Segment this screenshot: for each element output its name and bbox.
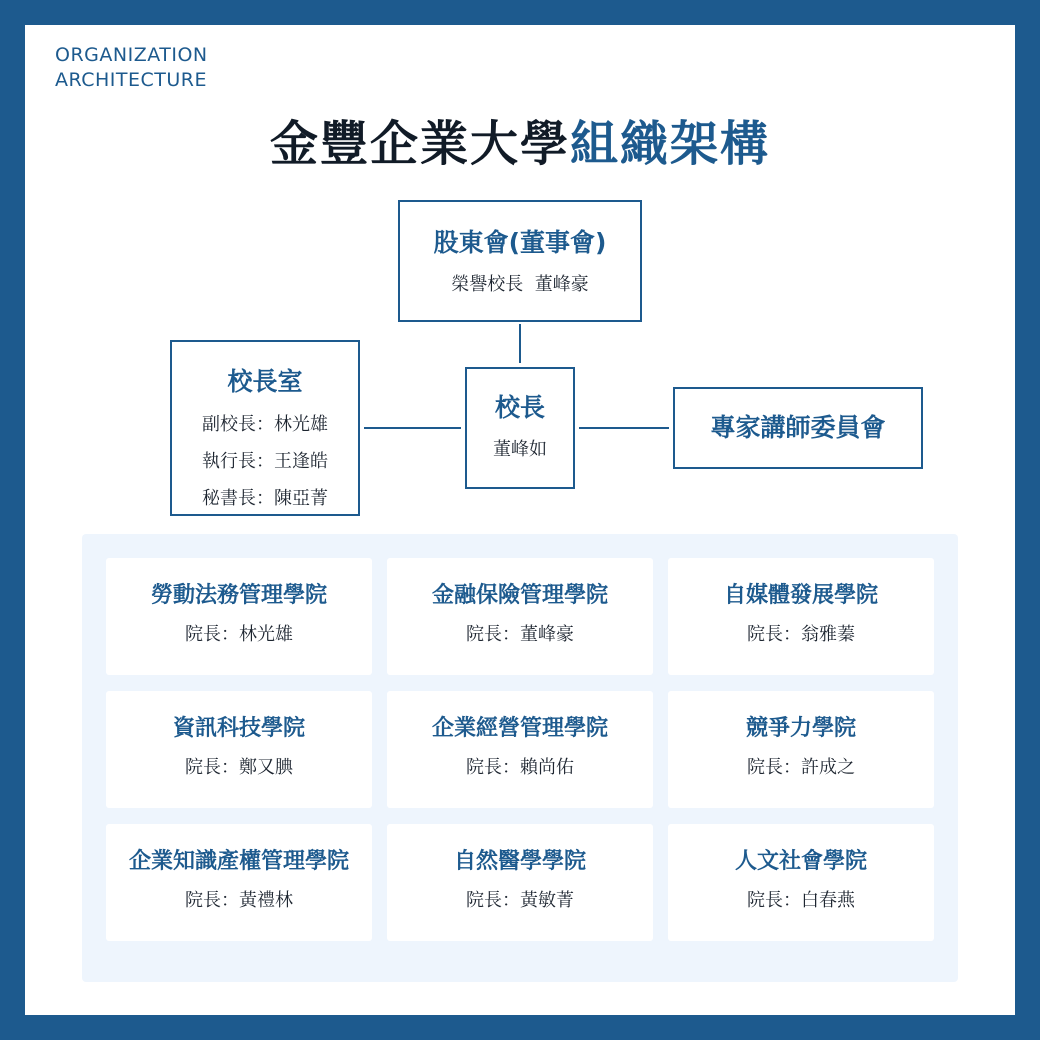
college-name: 資訊科技學院	[172, 716, 305, 741]
college-dean: 院長：鄭又腆	[185, 757, 293, 778]
expert-committee-box	[673, 387, 923, 469]
college-dean: 院長：白春燕	[747, 890, 855, 911]
colleges-panel	[82, 534, 958, 982]
college-name: 人文社會學院	[734, 849, 867, 874]
connector-board-president	[519, 324, 521, 363]
eyebrow-line-2: ARCHITECTURE	[55, 69, 208, 91]
college-card	[106, 558, 372, 675]
college-dean: 院長：賴尚佑	[466, 757, 574, 778]
college-card	[106, 691, 372, 808]
college-card	[387, 824, 653, 941]
board-title: 股東會(董事會)	[433, 228, 607, 257]
college-card	[387, 558, 653, 675]
college-dean: 院長：許成之	[747, 757, 855, 778]
connector-president-committee	[579, 427, 669, 429]
college-card	[668, 691, 934, 808]
expert-committee-title: 專家講師委員會	[710, 413, 886, 442]
college-dean: 院長：翁雅蓁	[747, 624, 855, 645]
college-name: 企業知識產權管理學院	[128, 849, 349, 874]
president-box	[465, 367, 575, 489]
eyebrow-line-1: ORGANIZATION	[55, 44, 208, 66]
college-dean: 院長：黃敏菁	[466, 890, 574, 911]
president-office-member: 執行長：王逢皓	[202, 451, 328, 472]
president-office-member: 副校長：林光雄	[202, 414, 328, 435]
president-office-member: 秘書長：陳亞菁	[202, 488, 328, 509]
connector-office-president	[364, 427, 461, 429]
president-name: 董峰如	[493, 439, 547, 460]
page-title-main: 金豐企業大學	[269, 116, 570, 172]
college-dean: 院長：董峰豪	[466, 624, 574, 645]
board-honorary-president: 榮譽校長 董峰豪	[451, 274, 589, 295]
college-card	[668, 558, 934, 675]
page-title-accent: 組織架構	[570, 116, 771, 172]
eyebrow-label	[55, 43, 208, 93]
college-dean: 院長：黃禮林	[185, 890, 293, 911]
president-office-title: 校長室	[227, 367, 303, 396]
college-name: 勞動法務管理學院	[150, 583, 327, 608]
college-card	[668, 824, 934, 941]
college-card	[106, 824, 372, 941]
college-name: 競爭力學院	[745, 716, 856, 741]
board-box	[398, 200, 642, 322]
college-name: 自媒體發展學院	[723, 583, 878, 608]
college-name: 企業經營管理學院	[431, 716, 608, 741]
college-name: 自然醫學學院	[453, 849, 586, 874]
president-office-box	[170, 340, 360, 516]
page-title	[0, 112, 1040, 176]
college-card	[387, 691, 653, 808]
president-title: 校長	[494, 393, 545, 422]
college-dean: 院長：林光雄	[185, 624, 293, 645]
college-name: 金融保險管理學院	[431, 583, 608, 608]
